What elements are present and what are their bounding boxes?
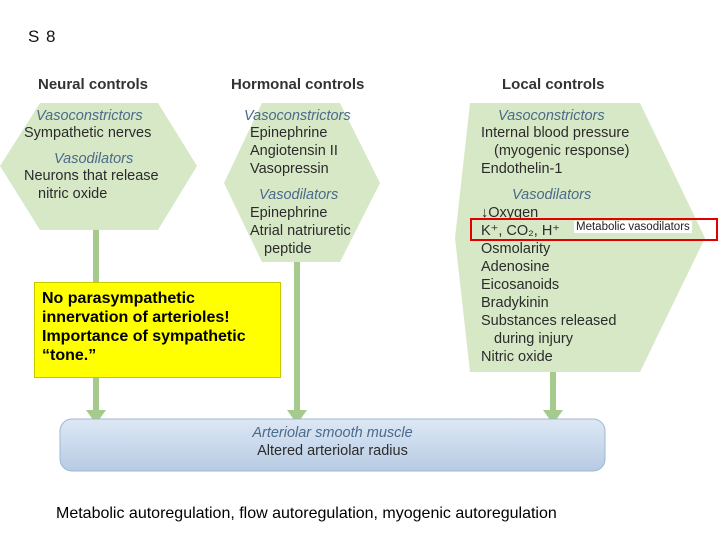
arrow-hormonal [287,262,307,424]
hormonal-vc-item: Epinephrine [250,125,328,141]
slide-id: S 8 [28,27,57,46]
neural-vasoconstrictors-label: Vasoconstrictors [36,108,143,124]
bottom-caption: Metabolic autoregulation, flow autoregulation, myogenic autoregulation [56,505,557,522]
local-vd-item: Osmolarity [481,241,551,257]
neural-vasodilators-label: Vasodilators [54,151,134,167]
neural-vd-item: Neurons that release [24,168,159,184]
local-vc-item: Internal blood pressure [481,125,630,141]
neural-heading: Neural controls [38,76,149,93]
local-vd-item: Bradykinin [481,295,549,311]
bar-title: Arteriolar smooth muscle [252,425,413,441]
local-vasodilators-label: Vasodilators [512,187,592,203]
local-vc-item: Endothelin-1 [481,161,563,177]
local-vd-item: during injury [494,331,573,347]
parasympathetic-callout [34,282,281,378]
callout-line: Importance of sympathetic [42,328,246,345]
local-vd-item: Eicosanoids [481,277,560,293]
hormonal-vd-item: peptide [264,241,312,257]
hormonal-heading: Hormonal controls [231,76,365,93]
hormonal-vd-item: Epinephrine [250,205,328,221]
metabolic-vasodilators-label: Metabolic vasodilators [576,221,690,233]
local-vd-item: ↓Oxygen [481,205,539,221]
hormonal-vc-item: Vasopressin [250,161,329,177]
local-vd-item: Adenosine [481,259,550,275]
local-vc-item: (myogenic response) [494,143,630,159]
local-heading: Local controls [502,76,605,93]
local-vd-item: Nitric oxide [481,349,553,365]
bar-subtitle: Altered arteriolar radius [257,443,408,459]
hormonal-vasoconstrictors-label: Vasoconstrictors [244,108,351,124]
callout-line: No parasympathetic [42,290,195,307]
hormonal-vasodilators-label: Vasodilators [259,187,339,203]
hormonal-vd-item: Atrial natriuretic [250,223,351,239]
arteriolar-bar-text [60,425,605,460]
neural-vc-item: Sympathetic nerves [24,125,152,141]
callout-line: innervation of arterioles! [42,309,230,326]
local-vd-item: Substances released [481,313,617,329]
hormonal-vc-item: Angiotensin II [250,143,338,159]
local-vd-item: K⁺, CO₂, H⁺ [481,223,560,239]
neural-vd-item: nitric oxide [38,186,108,202]
callout-line: “tone.” [42,347,97,364]
arrow-local [543,370,563,424]
local-vasoconstrictors-label: Vasoconstrictors [498,108,605,124]
